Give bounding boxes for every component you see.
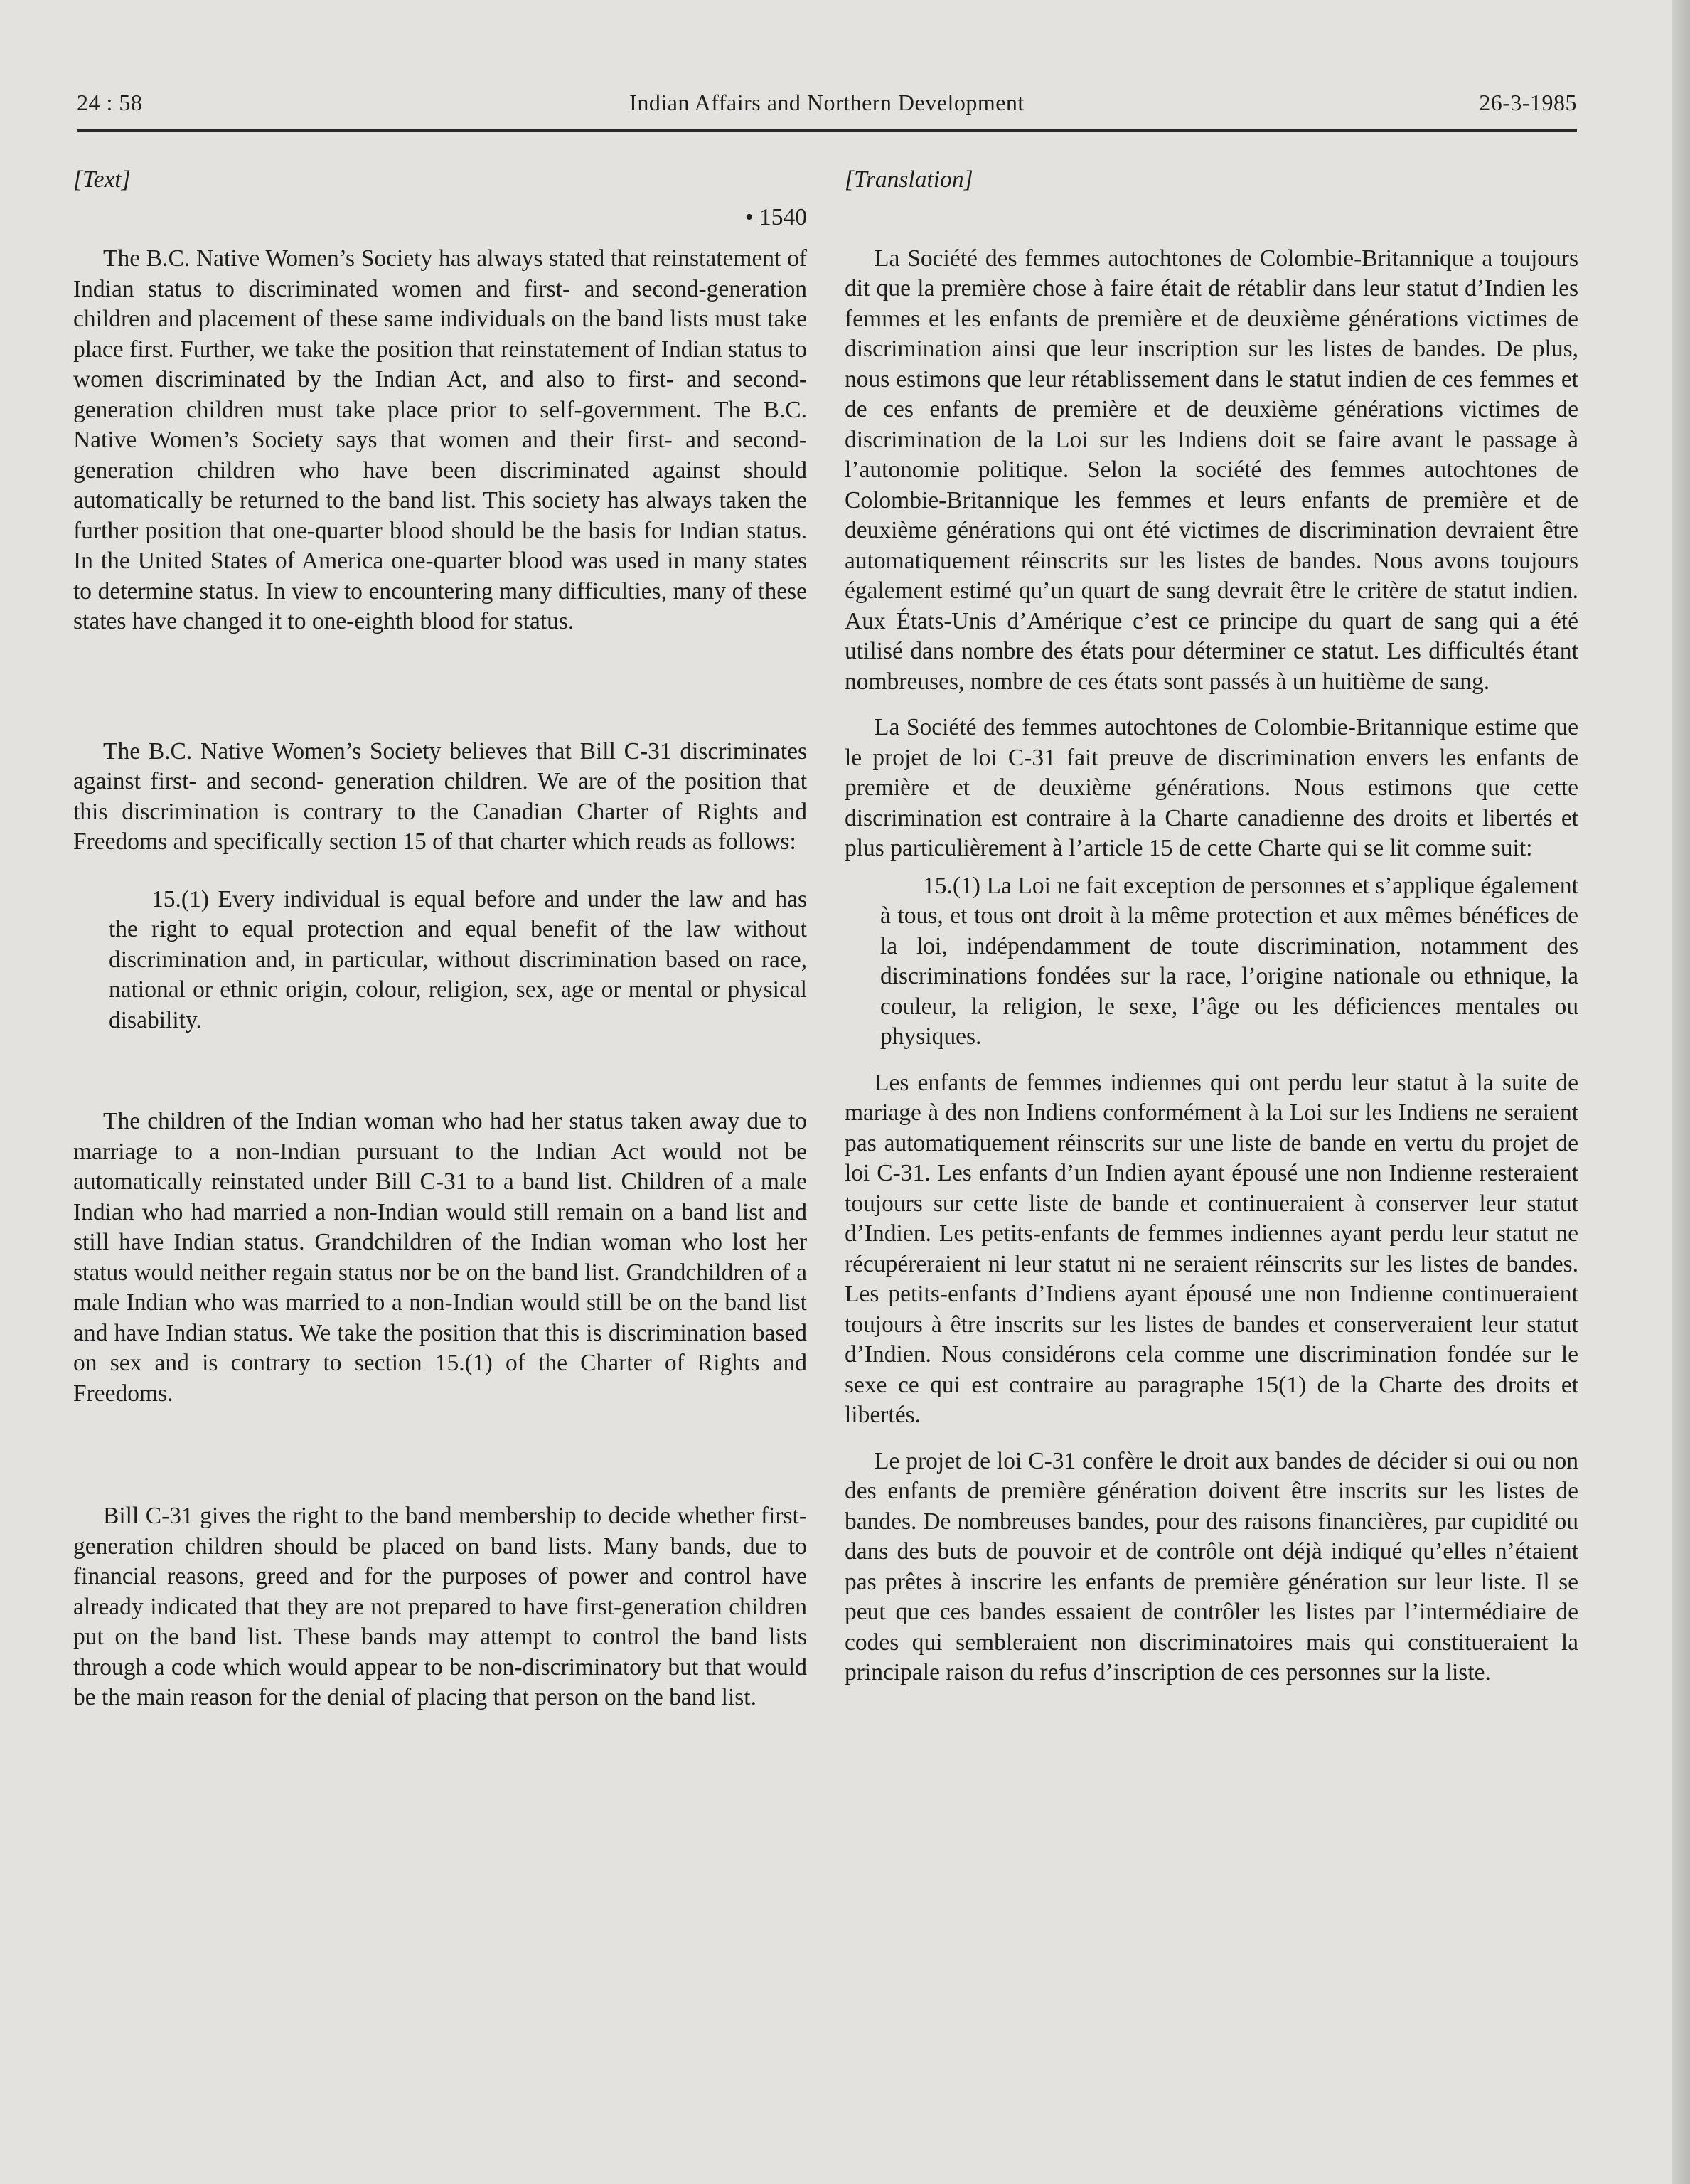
running-head [77,90,1577,132]
timestamp-marker: • 1540 [744,203,807,230]
header-rule [77,129,1577,132]
paragraph: The B.C. Native Women’s Society has always stated that reinstatement of Indian status to discriminated women and first- and second-generation children and placement of these same individuals on the band lists must take place first. Further, we take the position that reinstatement of Indian status to women discriminated by the Indian Act, and also to first- and second- generation children must take place prior to self-government. The B.C. Native Women’s Society says that women and their first- and second-generation children who have been discriminated against should automatically be returned to the band list. This society has always taken the further position that one-quarter blood should be the basis for Indian status. In the United States of America one-quarter blood was used in many states to determine status. In view to encountering many difficulties, many of these states have changed it to one-eighth blood for status. [73,245,807,634]
paragraph: Les enfants de femmes indiennes qui ont perdu leur statut à la suite de mariage à des non Indiens conformément à la Loi sur les Indiens ne seraient pas automatiquement réinscrits sur une liste de bande en vertu du projet de loi C-31. Les enfants d’un Indien ayant épousé une non Indienne resteraient toujours sur cette liste de bande et continueraient à conserver leur statut d’Indien. Les petits-enfants de femmes indiennes ayant perdu leur statut ne récupéreraient ni leur statut ni ne seraient réinscrits sur les listes de bandes. Les petits-enfants d’Indiens ayant épousé une non Indienne continueraient toujours à être inscrits sur les listes de bandes et conserveraient leur statut d’Indien. Nous considérons cela comme une discrimination fondée sur le sexe ce qui est contraire au paragraphe 15(1) de la Charte des droits et libertés. [845,1069,1578,1428]
charter-quote: 15.(1) La Loi ne fait exception de personnes et s’applique également à tous, et tous ont droit à la même protection et aux mêmes bénéfices de la loi, indépendamment de toute discrimination, notamment des discriminations fondées sur la race, l’origine nationale ou ethnique, la couleur, la religion, le sexe, l’âge ou les déficiences mentales ou physiques. [880,872,1578,1050]
publication-title: Indian Affairs and Northern Development [629,90,1025,115]
paragraph: Le projet de loi C-31 confère le droit aux bandes de décider si oui ou non des enfants de première génération doivent être inscrits sur les listes de bandes. De nombreuses bandes, pour des raisons financières, par cupidité ou dans des buts de pouvoir et de contrôle ont déjà indiqué qu’elles n’étaient pas prêtes à inscrire les enfants de première génération sur leur liste. Il se peut que ces bandes essaient de contrôler les listes par l’intermédiaire de codes qui sembleraient non discriminatoires mais qui constitueraient la principale raison du refus d’inscription de ces personnes sur la liste. [845,1447,1578,1685]
page-edge-shadow [1672,0,1690,2184]
charter-quote: 15.(1) Every individual is equal before and under the law and has the right to equal protection and equal benefit of the law without discrimination and, in particular, without discrimination based on race, national or ethnic origin, colour, religion, sex, age or mental or physical disability. [109,885,807,1033]
french-column [845,165,1578,1688]
paragraph: La Société des femmes autochtones de Colombie-Britannique estime que le projet de loi C-31 fait preuve de discrimination envers les enfants de première et de deuxième générations. Nous estimons que cette discrimination est contraire à la Charte canadienne des droits et libertés et plus particulièrement à l’article 15 de cette Charte qui se lit comme suit: [845,714,1578,861]
paragraph: Bill C-31 gives the right to the band membership to decide whether first-generation children should be placed on band lists. Many bands, due to financial reasons, greed and for the purposes of power and control have already indicated that they are not prepared to have first-generation children put on the band list. These bands may attempt to control the band lists through a code which would appear to be non-discriminatory but that would be the main reason for the denial of placing that person on the band list. [73,1503,807,1710]
page-date: 26-3-1985 [1479,90,1577,115]
paragraph: The B.C. Native Women’s Society believes that Bill C-31 discriminates against first- and second- generation children. We are of the position that this discrimination is contrary to the Canadian Charter of Rights and Freedoms and specifically section 15 of that charter which reads as follows: [73,737,807,855]
page-number: 24 : 58 [77,90,143,115]
spacer [845,203,1578,244]
column-label-translation: [Translation] [845,166,973,193]
column-label-text: [Text] [73,166,131,193]
paragraph: La Société des femmes autochtones de Colombie-Britannique a toujours dit que la première chose à faire était de rétablir dans leur statut d’Indien les femmes et les enfants de première et de deuxième générations victimes de discrimination ainsi que leur inscription sur les listes de bandes. De plus, nous estimons que leur rétablissement dans le statut indien de ces femmes et de ces enfants de première et de deuxième générations victimes de discrimination de la Loi sur les Indiens doit se faire avant le passage à l’autonomie politique. Selon la société des femmes autochtones de Colombie-Britannique les femmes et leurs enfants de première et de deuxième générations qui ont été victimes de discrimination devraient être automatiquement réinscrits sur les listes de bandes. Nous avons toujours également estimé qu’un quart de sang devrait être le critère de statut indien. Aux États-Unis d’Amérique c’est ce principe du quart de sang qui a été utilisé dans nombre des états pour déterminer ce statut. Les difficultés étant nombreuses, nombre de ces états sont passés à un huitième de sang. [845,245,1578,695]
english-column [73,165,807,1713]
paragraph: The children of the Indian woman who had her status taken away due to marriage to a non-Indian pursuant to the Indian Act would not be automatically reinstated under Bill C-31 to a band list. Children of a male Indian who had married a non-Indian would still remain on a band list and still have Indian status. Grandchildren of the Indian woman who lost her status would neither regain status nor be on the band list. Grandchildren of a male Indian who was married to a non-Indian would still be on the band list and have Indian status. We take the position that this is discrimination based on sex and is contrary to section 15.(1) of the Charter of Rights and Freedoms. [73,1108,807,1407]
